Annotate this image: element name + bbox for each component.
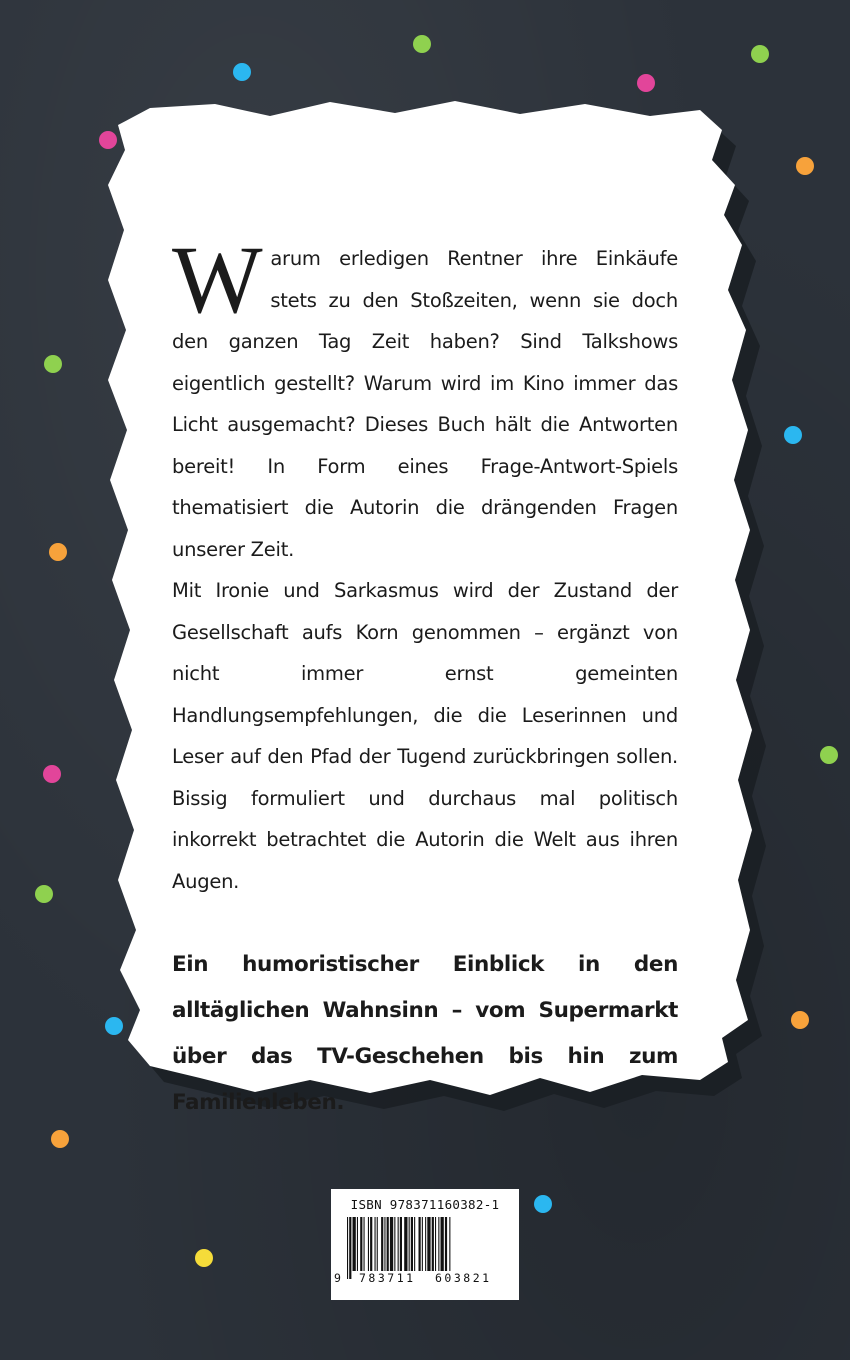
barcode-bar <box>435 1217 436 1271</box>
barcode-bar <box>438 1217 439 1271</box>
barcode-bar <box>370 1217 372 1271</box>
barcode-bar <box>390 1217 393 1271</box>
barcode-bar <box>357 1217 358 1271</box>
barcode-bar <box>398 1217 399 1279</box>
barcode-bar <box>377 1217 378 1271</box>
blurb-text: Ein humoristischer Einblick in den alltäglichen Wahnsinn – vom Supermarkt über das TV-Geschehen bis hin zum Familienleben. <box>172 952 678 1115</box>
barcode-bar <box>441 1217 444 1271</box>
paragraph-body: Mit Ironie und Sarkasmus wird der Zustand der Gesellschaft aufs Korn genommen – ergänzt von nicht immer ernst gemeinten Handlungsempfehlungen, die die Leserinnen und Leser auf den Pfad der Tugend zurückbringen sollen. Bissig formuliert und durchaus mal politisch inkorrekt betrachtet die Autorin die Welt aus ihren Augen. <box>172 579 678 893</box>
description-text <box>172 226 678 1148</box>
barcode-bar <box>445 1217 447 1271</box>
barcode-bar <box>381 1217 383 1271</box>
barcode-bar <box>400 1217 402 1279</box>
isbn-barcode <box>331 1189 519 1300</box>
barcode-bars <box>343 1217 507 1279</box>
barcode-bar <box>414 1217 415 1271</box>
barcode-bar <box>449 1217 450 1279</box>
barcode-bar <box>425 1217 426 1271</box>
paragraph-intro-text: arum erledigen Rentner ihre Einkäufe stets zu den Stoßzeiten, wenn sie doch den ganzen Tag Zeit haben? Sind Talkshows eigentlich gestellt? Warum wird im Kino immer das Licht ausgemacht? Dieses Buch hält die Antworten bereit! In Form eines Frage-Antwort-Spiels thematisiert die Autorin die drängenden Fragen unserer Zeit. <box>172 247 678 561</box>
paragraph-intro <box>172 226 678 570</box>
barcode-bar <box>368 1217 369 1271</box>
barcode-bar <box>409 1217 410 1271</box>
barcode-bar <box>387 1217 389 1271</box>
barcode-digit-first: 9 <box>334 1271 341 1285</box>
barcode-bar <box>349 1217 351 1279</box>
barcode-bar <box>360 1217 362 1271</box>
barcode-bar <box>432 1217 434 1271</box>
barcode-bar <box>422 1217 423 1271</box>
barcode-bar <box>404 1217 407 1271</box>
isbn-label: ISBN 978371160382-1 <box>350 1197 500 1212</box>
barcode-bar <box>375 1217 376 1271</box>
barcode-bar <box>364 1217 365 1271</box>
barcode-bar <box>394 1217 395 1271</box>
barcode-digits-right: 603821 <box>435 1271 492 1285</box>
barcode-bar <box>384 1217 385 1271</box>
barcode-bar <box>347 1217 348 1279</box>
barcode-bar <box>411 1217 413 1271</box>
barcode-bar <box>353 1217 356 1271</box>
barcode-digits-left: 783711 <box>359 1271 416 1285</box>
drop-cap: W <box>172 226 263 333</box>
barcode-bar <box>419 1217 421 1271</box>
barcode-bar <box>427 1217 430 1271</box>
